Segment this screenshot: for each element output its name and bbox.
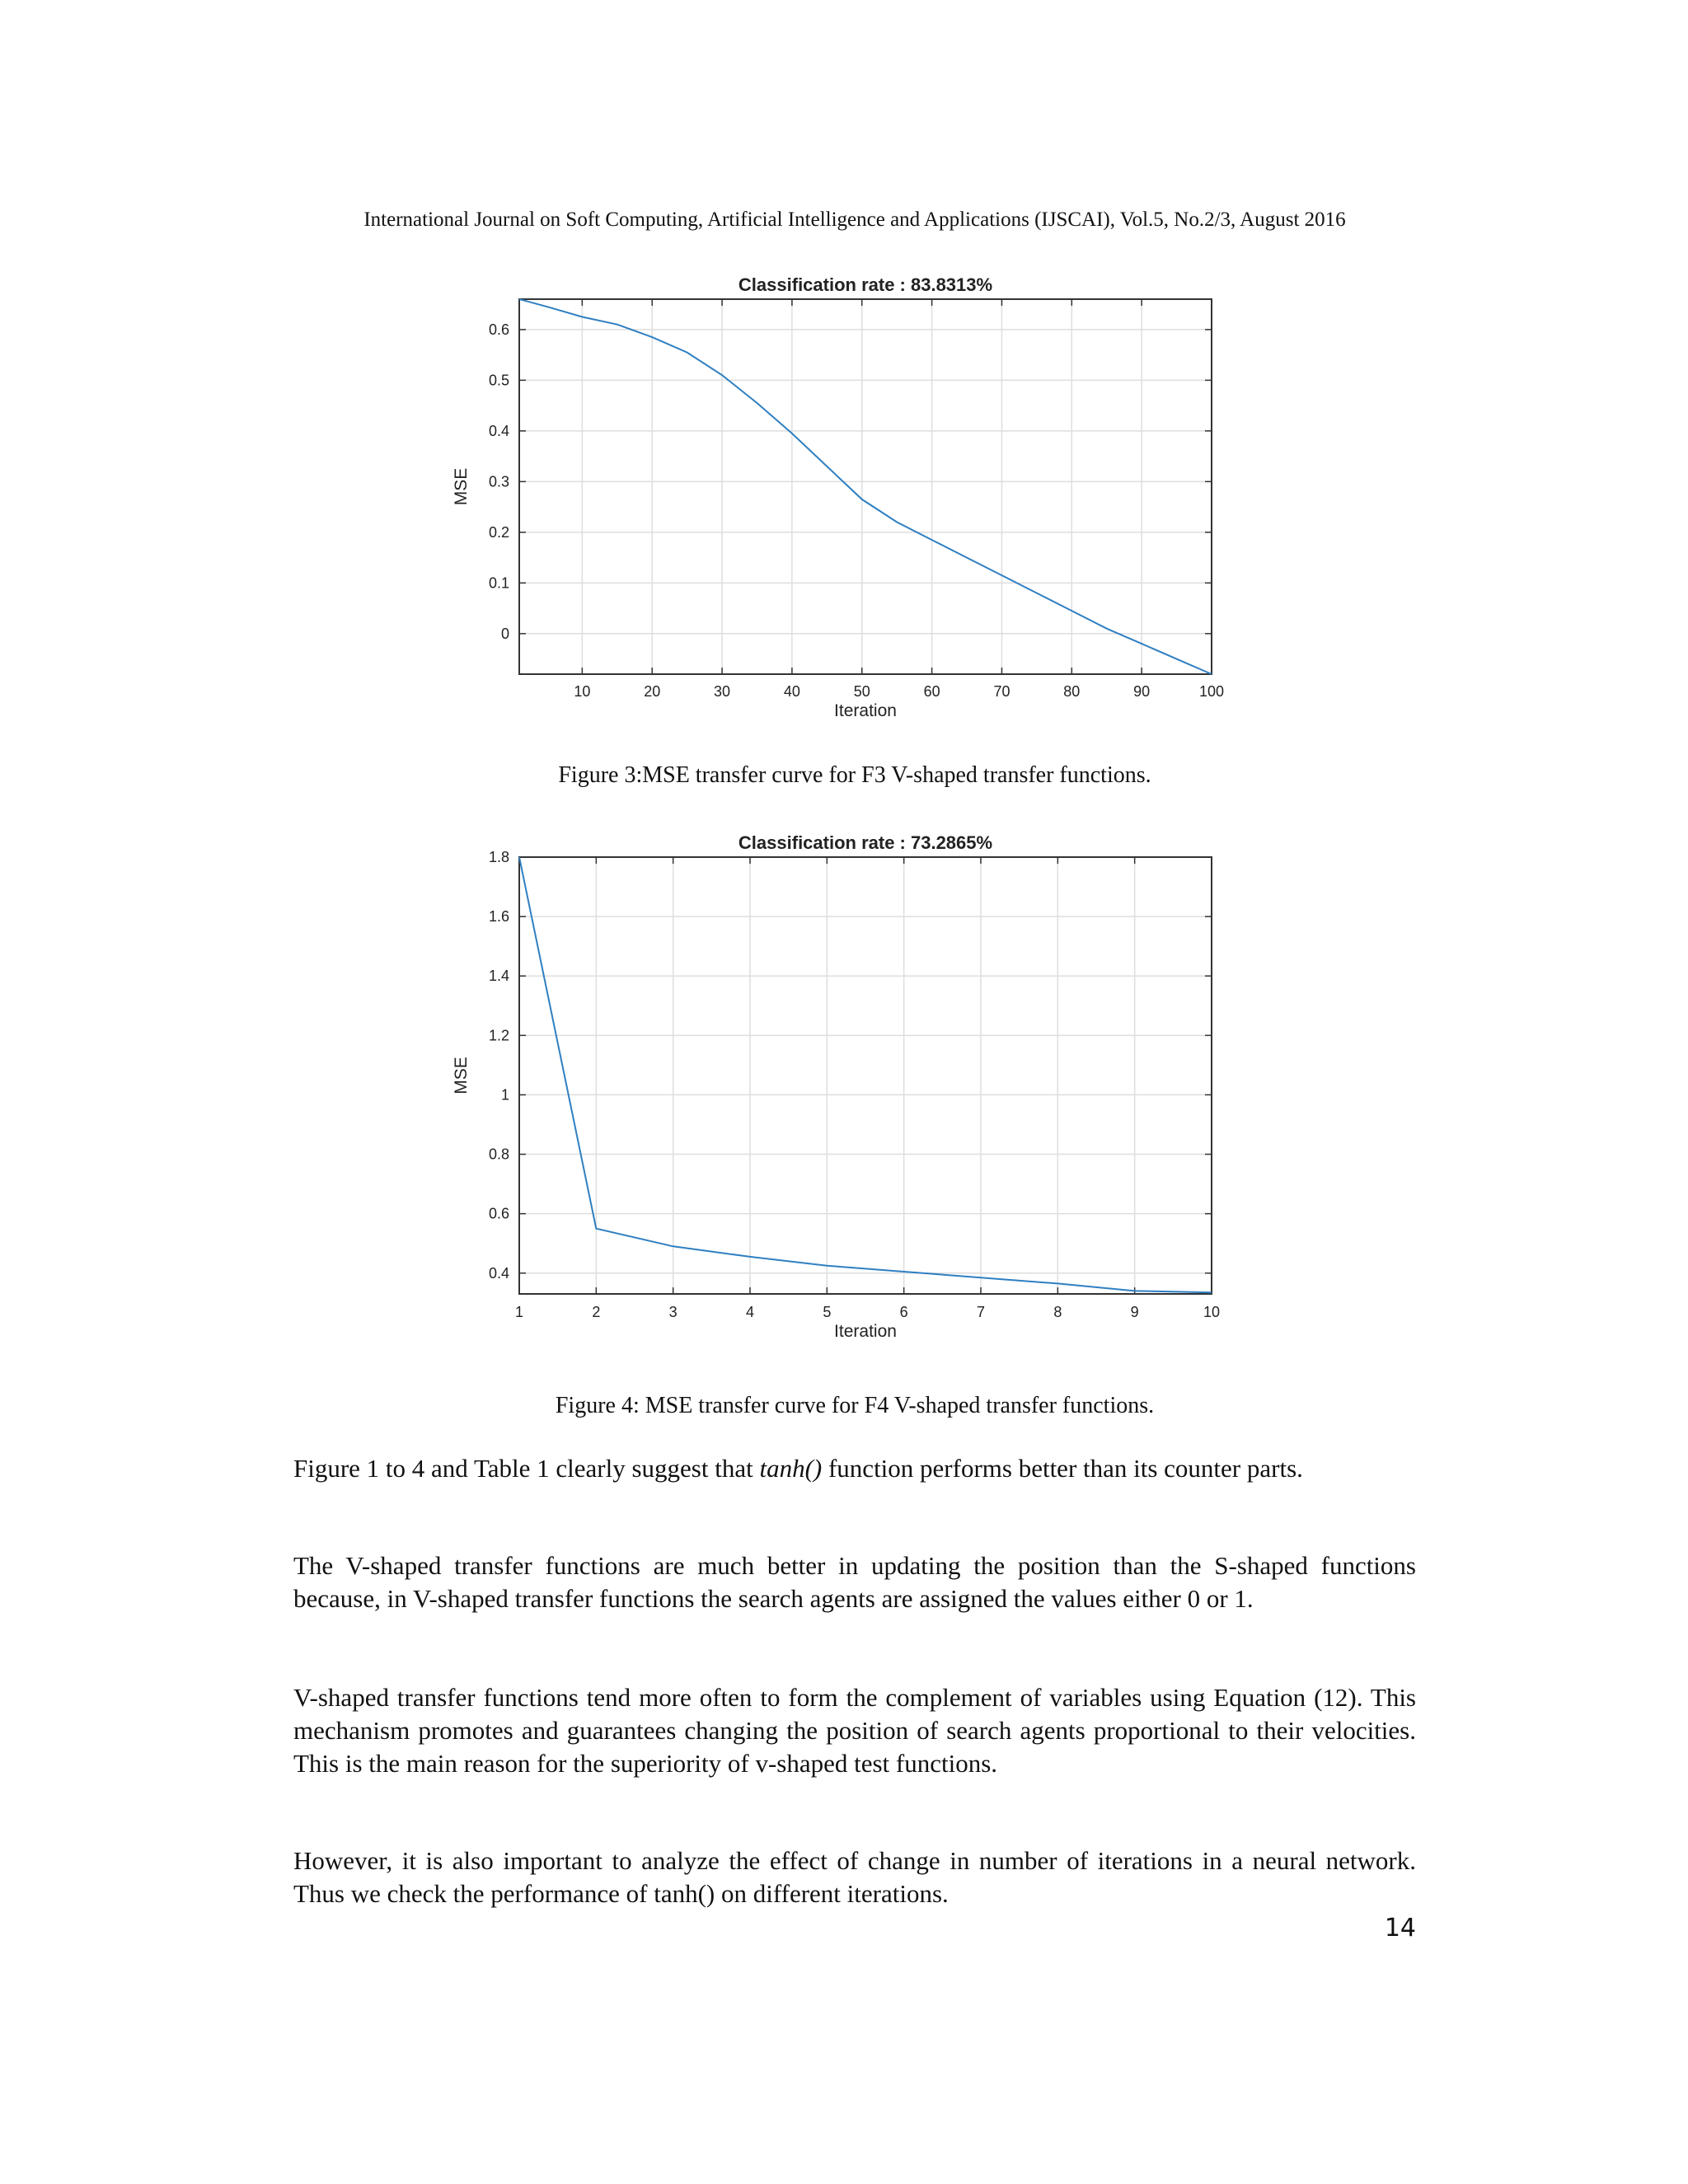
y-tick-label: 0.2 [488,523,509,541]
x-tick-label: 30 [714,683,731,700]
x-tick-label: 80 [1063,683,1081,700]
y-tick-label: 0.4 [488,422,509,439]
figure-4 [437,824,1245,1360]
y-tick-label: 0.6 [488,1205,509,1222]
y-axis-label: MSE [452,1057,471,1094]
x-tick-label: 8 [1053,1304,1062,1320]
x-tick-label: 50 [853,683,870,700]
figure-4-chart [437,824,1245,1360]
x-tick-label: 1 [514,1304,524,1320]
running-header: International Journal on Soft Computing, Artificial Intelligence and Applications (IJSCAI), Vol.5, No.2/3, August 2016 [363,209,1346,231]
x-tick-label: 2 [592,1304,601,1320]
x-tick-label: 6 [899,1304,908,1320]
chart-title: Classification rate : 73.2865% [738,832,993,853]
x-tick-label: 40 [783,683,800,700]
x-tick-label: 10 [1203,1304,1221,1320]
x-tick-label: 4 [745,1304,755,1320]
x-tick-label: 60 [923,683,940,700]
x-tick-label: 20 [644,683,661,700]
x-tick-label: 9 [1130,1304,1139,1320]
y-tick-label: 1 [500,1086,509,1104]
x-tick-label: 5 [823,1304,832,1320]
y-tick-label: 0.6 [488,321,509,338]
x-tick-label: 90 [1133,683,1151,700]
paragraph-2: The V-shaped transfer functions are much better in updating the position than the S-shaped functions because, in V-shaped transfer functions the search agents are assigned the values either 0 or 1. [293,1551,1416,1613]
paragraph-1-text-a: Figure 1 to 4 and Table 1 clearly suggest that [293,1454,760,1483]
figure-3-caption: Figure 3:MSE transfer curve for F3 V-shaped transfer functions. [558,762,1151,788]
figure-3 [437,268,1245,729]
y-axis-label: MSE [452,467,471,506]
paragraph-4: However, it is also important to analyze the effect of change in number of iterations in a neural network. Thus we check the performance of tanh() on different iterations. [293,1846,1416,1908]
y-tick-label: 1.2 [488,1027,509,1044]
x-tick-label: 10 [574,683,591,700]
y-tick-label: 0.3 [488,473,509,490]
paragraph-3: V-shaped transfer functions tend more often to form the complement of variables using Equation (12). This mechanism promotes and guarantees changing the position of search agents proportional to their velocities. This is the main reason for the superiority of v-shaped test functions. [293,1683,1416,1778]
page-number: 14 [1384,1914,1416,1943]
y-tick-label: 0.1 [488,574,509,592]
y-tick-label: 1.4 [488,968,509,985]
x-tick-label: 3 [668,1304,678,1320]
paragraph-1 [293,1452,1416,1485]
plot-area [519,857,1212,1294]
plot-area [519,299,1212,674]
x-axis-label: Iteration [834,701,897,720]
x-tick-label: 7 [976,1304,986,1320]
chart-title: Classification rate : 83.8313% [738,274,993,295]
x-tick-label: 100 [1198,683,1225,700]
y-tick-label: 0.5 [488,372,509,389]
x-axis-label: Iteration [834,1322,897,1341]
paragraph-1-text-b: function performs better than its counter parts. [822,1454,1303,1483]
y-tick-label: 1.6 [488,908,509,926]
y-tick-label: 0.4 [488,1264,509,1282]
y-tick-label: 0.8 [488,1146,509,1163]
x-tick-label: 70 [993,683,1010,700]
figure-3-chart [437,268,1245,729]
y-tick-label: 0 [500,625,509,642]
paragraph-1-tanh: tanh() [759,1454,823,1483]
figure-4-caption: Figure 4: MSE transfer curve for F4 V-shaped transfer functions. [555,1393,1155,1418]
y-tick-label: 1.8 [488,849,509,865]
